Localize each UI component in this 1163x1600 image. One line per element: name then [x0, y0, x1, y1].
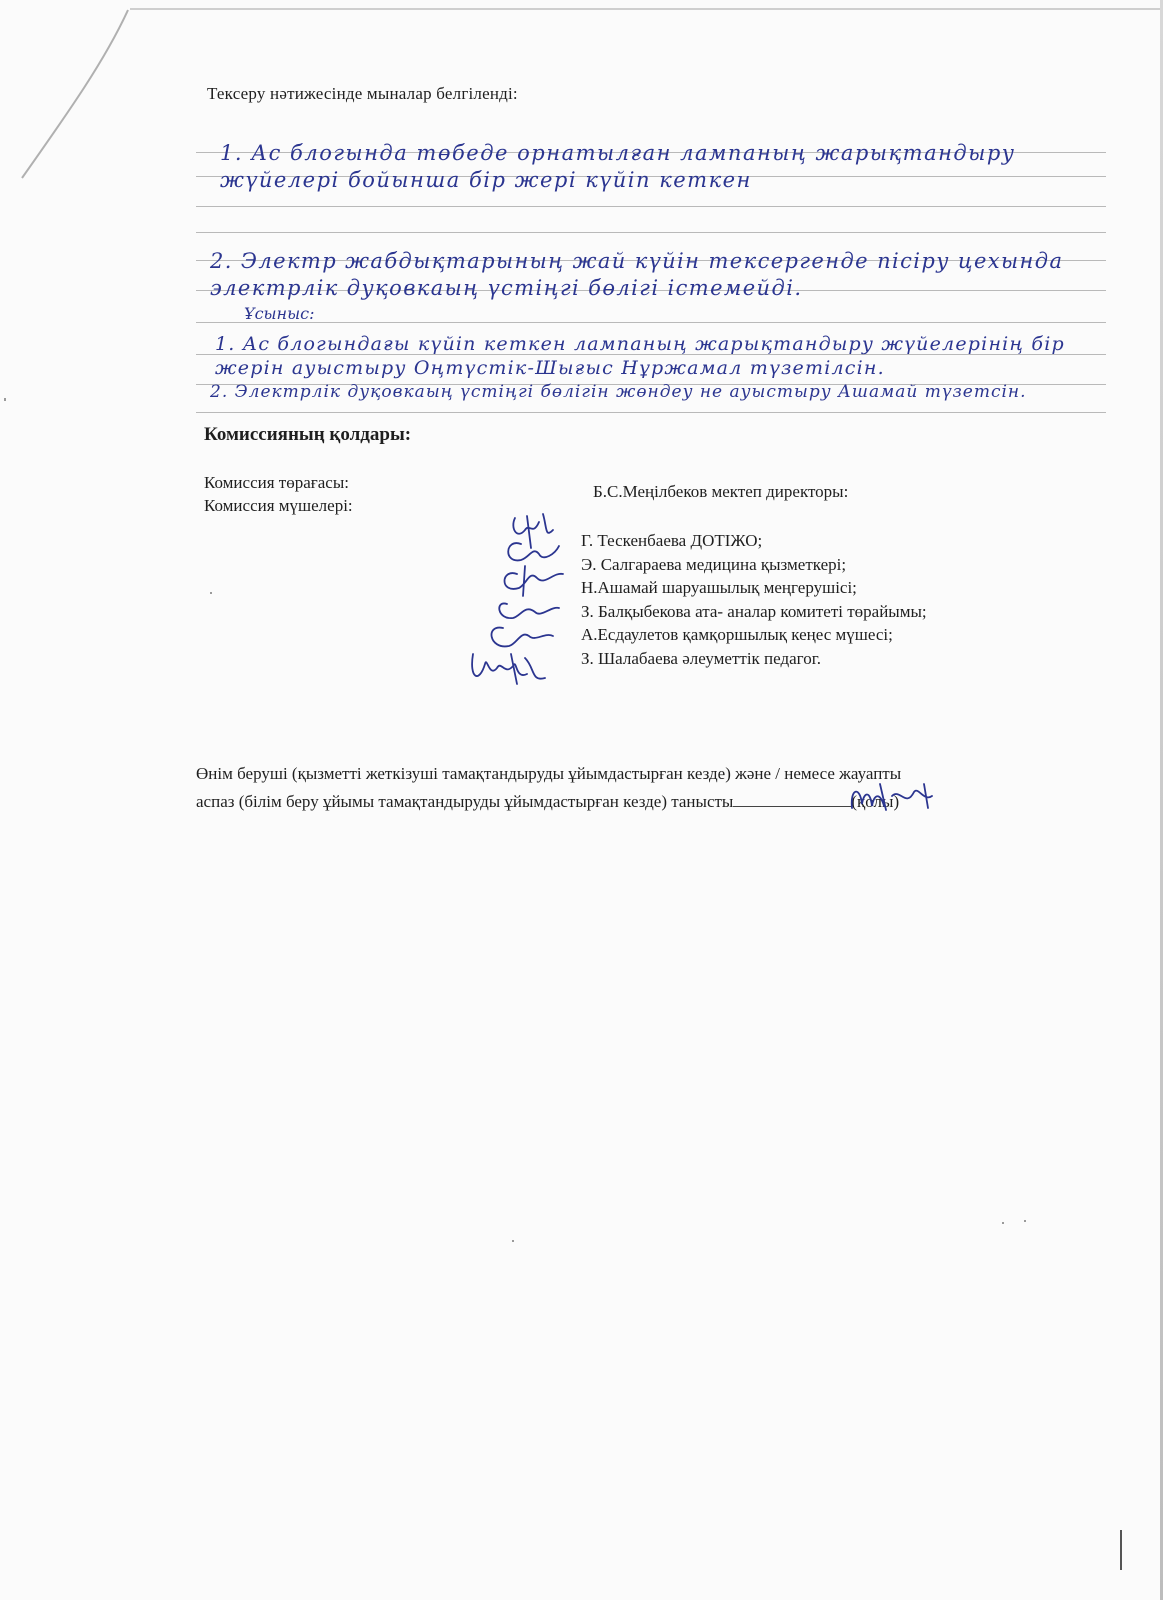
rule-line [196, 322, 1106, 323]
finding-1-text: 1. Ас блогында төбеде орнатылған лампаның жарықтандыру жүйелері бойынша бір жері күйіп кеткен [220, 141, 1016, 192]
member-signatures [455, 508, 585, 688]
scan-corner-mark [0, 0, 150, 190]
member-3: Н.Ашамай шаруашылық меңгерушісі; [581, 578, 857, 597]
handwritten-proposal-1 [215, 332, 1090, 380]
scan-edge-mark [1120, 1530, 1122, 1570]
scan-speck [512, 1240, 514, 1242]
member-2: Э. Салгараева медицина қызметкері; [581, 554, 847, 574]
footer-line-2-prefix: аспаз (білім беру ұйымы тамақтандыруды ұйымдастырған кезде) танысты [196, 792, 734, 811]
signature-blank [733, 790, 851, 807]
member-4: З. Балқыбекова ата- аналар комитеті төрайымы; [581, 601, 927, 621]
finding-2-text: 2. Электр жабдықтарының жай күйін тексергенде пісіру цехында электрлік дуқовкаың үстіңгі бөлігі істемейді. [210, 249, 1064, 300]
member-5: А.Есдаулетов қамқоршылық кеңес мүшесі; [581, 625, 893, 644]
scan-speck [210, 592, 212, 594]
footer-signature [840, 778, 970, 818]
scan-speck [1002, 1222, 1004, 1224]
scan-speck [4, 398, 6, 401]
footer-line-1: Өнім беруші (қызметті жеткізуші тамақтандыруды ұйымдастырған кезде) және / немесе жауапты [196, 764, 902, 783]
rule-line [196, 412, 1106, 413]
members-label: Комиссия мүшелері: [204, 496, 353, 515]
proposal-1-text: 1. Ас блогындағы күйіп кеткен лампаның жарықтандыру жүйелерінің бір жерін ауыстыру Оңтүстік-Шығыс Нұржамал түзетілсін. [215, 333, 1065, 379]
chairman-label: Комиссия төрағасы: [204, 473, 349, 492]
rule-line [196, 206, 1106, 207]
proposals-label: Ұсыныс: [244, 304, 315, 323]
member-1: Г. Тескенбаева ДОТІЖО; [581, 531, 763, 550]
member-6: З. Шалабаева әлеуметтік педагог. [581, 648, 822, 668]
members-list [581, 529, 927, 670]
chairman-name: Б.С.Меңілбеков мектеп директоры: [593, 482, 849, 501]
footer-line-2-suffix: (қолы) [851, 792, 900, 811]
proposal-2-text: 2. Электрлік дуқовкаың үстіңгі бөлігін жөндеу не ауыстыру Ашамай түзетсін. [210, 382, 1027, 402]
handwritten-finding-1 [220, 140, 1080, 194]
intro-text: Тексеру нәтижесінде мыналар белгіленді: [207, 84, 518, 103]
signatures-heading: Комиссияның қолдары: [204, 424, 412, 445]
rule-line [196, 232, 1106, 233]
handwritten-proposal-2 [210, 382, 1100, 402]
scan-speck [1024, 1220, 1026, 1222]
handwritten-finding-2 [210, 248, 1090, 302]
